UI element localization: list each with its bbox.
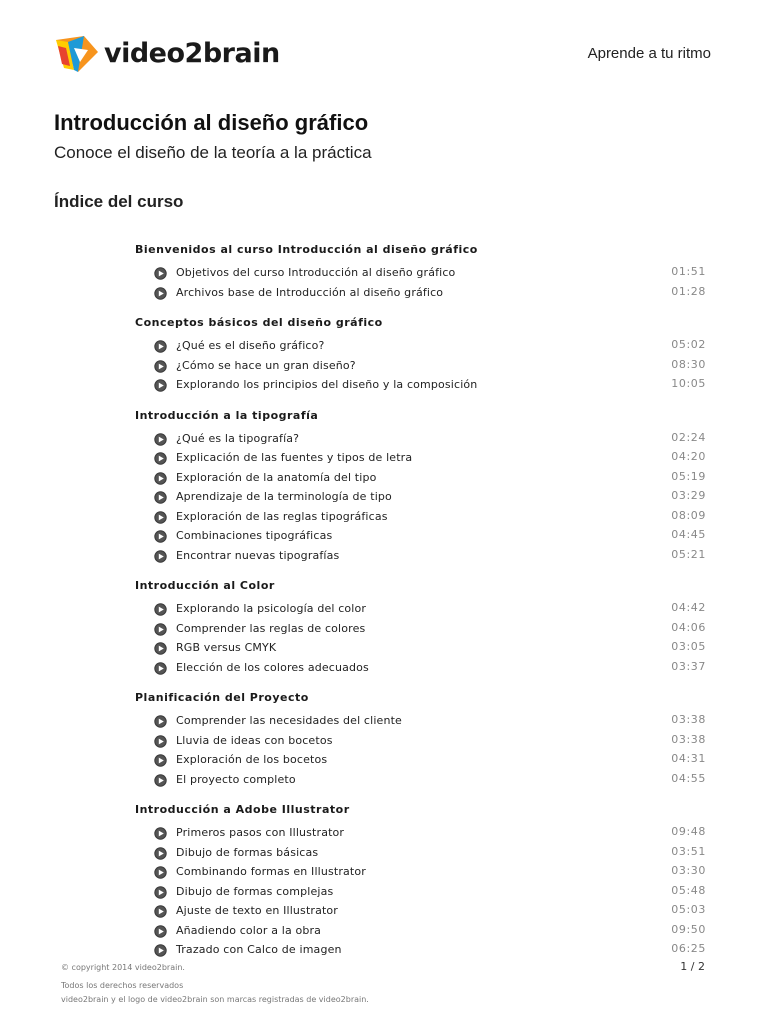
copyright: © copyright 2014 video2brain. bbox=[61, 963, 185, 972]
lesson-row[interactable] bbox=[0, 712, 768, 732]
lesson-row[interactable] bbox=[0, 844, 768, 864]
play-icon[interactable] bbox=[154, 866, 167, 879]
lesson-row[interactable] bbox=[0, 620, 768, 640]
section-title: Introducción a Adobe Illustrator bbox=[135, 803, 350, 816]
lesson-duration: 04:45 bbox=[671, 528, 706, 541]
lesson-title[interactable]: Ajuste de texto en Illustrator bbox=[176, 904, 338, 917]
lesson-title[interactable]: Explorando los principios del diseño y la composición bbox=[176, 378, 478, 391]
lesson-row[interactable] bbox=[0, 922, 768, 942]
section-title: Bienvenidos al curso Introducción al diseño gráfico bbox=[135, 243, 478, 256]
footer bbox=[0, 955, 768, 1024]
lesson-row[interactable] bbox=[0, 732, 768, 752]
section bbox=[0, 688, 768, 790]
play-icon[interactable] bbox=[154, 735, 167, 748]
lesson-row[interactable] bbox=[0, 824, 768, 844]
lesson-row[interactable] bbox=[0, 284, 768, 304]
trademark-notice: video2brain y el logo de video2brain son marcas registradas de video2brain. bbox=[61, 995, 369, 1004]
play-icon[interactable] bbox=[154, 550, 167, 563]
logo[interactable] bbox=[54, 32, 280, 74]
page-number: 1 / 2 bbox=[680, 960, 705, 973]
lesson-row[interactable] bbox=[0, 547, 768, 567]
play-icon[interactable] bbox=[154, 379, 167, 392]
section-title: Planificación del Proyecto bbox=[135, 691, 309, 704]
section bbox=[0, 800, 768, 961]
lesson-title[interactable]: Primeros pasos con Illustrator bbox=[176, 826, 345, 839]
lesson-duration: 05:02 bbox=[671, 338, 706, 351]
lesson-duration: 04:20 bbox=[671, 450, 706, 463]
lesson-duration: 05:19 bbox=[671, 469, 706, 483]
lesson-row[interactable] bbox=[0, 264, 768, 284]
lesson-duration: 03:05 bbox=[671, 640, 706, 653]
lesson-title[interactable]: ¿Qué es el diseño gráfico? bbox=[176, 339, 325, 352]
lesson-title[interactable]: Archivos base de Introducción al diseño gráfico bbox=[176, 285, 444, 299]
play-icon[interactable] bbox=[154, 472, 167, 485]
lesson-title[interactable]: Lluvia de ideas con bocetos bbox=[176, 733, 333, 747]
play-icon[interactable] bbox=[154, 491, 167, 504]
lesson-title[interactable]: Elección de los colores adecuados bbox=[176, 660, 369, 674]
lesson-title[interactable]: Aprendizaje de la terminología de tipo bbox=[176, 490, 392, 503]
lesson-title[interactable]: ¿Qué es la tipografía? bbox=[176, 431, 300, 445]
section-title: Introducción al Color bbox=[135, 579, 275, 592]
lesson-duration: 01:28 bbox=[671, 284, 706, 298]
play-icon[interactable] bbox=[154, 925, 167, 938]
lesson-row[interactable] bbox=[0, 659, 768, 679]
lesson-duration: 05:21 bbox=[671, 547, 706, 561]
lesson-title[interactable]: Comprender las necesidades del cliente bbox=[176, 714, 402, 727]
lesson-title[interactable]: Añadiendo color a la obra bbox=[176, 923, 322, 937]
lesson-title[interactable]: Exploración de la anatomía del tipo bbox=[176, 470, 377, 484]
lesson-duration: 10:05 bbox=[671, 377, 706, 390]
play-icon[interactable] bbox=[154, 511, 167, 524]
course-title: Introducción al diseño gráfico bbox=[54, 110, 369, 135]
course-subtitle: Conoce el diseño de la teoría a la práctica bbox=[54, 143, 372, 162]
course-index bbox=[0, 240, 768, 956]
lesson-duration: 01:51 bbox=[671, 265, 706, 278]
play-icon[interactable] bbox=[154, 267, 167, 280]
play-icon[interactable] bbox=[154, 715, 167, 728]
lesson-row[interactable] bbox=[0, 751, 768, 771]
play-icon[interactable] bbox=[154, 827, 167, 840]
lesson-title[interactable]: Encontrar nuevas tipografías bbox=[176, 548, 340, 562]
tagline: Aprende a tu ritmo bbox=[587, 45, 711, 62]
lesson-duration: 09:50 bbox=[671, 922, 706, 936]
play-icon[interactable] bbox=[154, 774, 167, 787]
lesson-row[interactable] bbox=[0, 337, 768, 357]
lesson-duration: 03:30 bbox=[671, 864, 706, 877]
lesson-title[interactable]: Objetivos del curso Introducción al diseño gráfico bbox=[176, 266, 456, 279]
play-icon[interactable] bbox=[154, 886, 167, 899]
play-icon[interactable] bbox=[154, 530, 167, 543]
lesson-duration: 03:37 bbox=[671, 659, 706, 673]
lesson-title[interactable]: Combinando formas en Illustrator bbox=[176, 865, 366, 878]
section-title: Introducción a la tipografía bbox=[135, 408, 319, 422]
lesson-title[interactable]: El proyecto completo bbox=[176, 772, 296, 786]
lesson-title[interactable]: Explorando la psicología del color bbox=[176, 602, 367, 615]
lesson-title[interactable]: RGB versus CMYK bbox=[176, 641, 277, 654]
video2brain-logo-icon bbox=[54, 32, 100, 74]
section bbox=[0, 406, 768, 567]
play-icon[interactable] bbox=[154, 662, 167, 675]
lesson-title[interactable]: ¿Cómo se hace un gran diseño? bbox=[176, 358, 356, 372]
lesson-duration: 02:24 bbox=[671, 430, 706, 444]
play-icon[interactable] bbox=[154, 754, 167, 767]
lesson-duration: 03:51 bbox=[671, 844, 706, 858]
lesson-row[interactable] bbox=[0, 488, 768, 508]
lesson-duration: 08:09 bbox=[671, 508, 706, 522]
lesson-duration: 05:48 bbox=[671, 883, 706, 897]
lesson-duration: 04:55 bbox=[671, 771, 706, 785]
lesson-duration: 08:30 bbox=[671, 357, 706, 371]
lesson-title[interactable]: Exploración de las reglas tipográficas bbox=[176, 509, 388, 523]
index-title: Índice del curso bbox=[54, 192, 184, 211]
lesson-title[interactable]: Explicación de las fuentes y tipos de letra bbox=[176, 451, 413, 464]
lesson-duration: 09:48 bbox=[671, 825, 706, 838]
header bbox=[0, 0, 768, 90]
play-icon[interactable] bbox=[154, 905, 167, 918]
play-icon[interactable] bbox=[154, 433, 167, 446]
lesson-row[interactable] bbox=[0, 376, 768, 396]
play-icon[interactable] bbox=[154, 623, 167, 636]
logo-text: video2brain bbox=[104, 37, 280, 69]
lesson-title[interactable]: Trazado con Calco de imagen bbox=[176, 943, 342, 956]
lesson-row[interactable] bbox=[0, 469, 768, 489]
lesson-row[interactable] bbox=[0, 527, 768, 547]
lesson-duration: 04:42 bbox=[671, 601, 706, 614]
lesson-row[interactable] bbox=[0, 600, 768, 620]
lesson-title[interactable]: Exploración de los bocetos bbox=[176, 753, 328, 766]
lesson-row[interactable] bbox=[0, 357, 768, 377]
lesson-row[interactable] bbox=[0, 883, 768, 903]
play-icon[interactable] bbox=[154, 360, 167, 373]
lesson-duration: 05:03 bbox=[671, 903, 706, 916]
section bbox=[0, 313, 768, 396]
play-icon[interactable] bbox=[154, 452, 167, 465]
lesson-duration: 03:38 bbox=[671, 713, 706, 726]
section bbox=[0, 240, 768, 303]
play-icon[interactable] bbox=[154, 847, 167, 860]
lesson-row[interactable] bbox=[0, 449, 768, 469]
lesson-title[interactable]: Combinaciones tipográficas bbox=[176, 529, 333, 542]
lesson-duration: 03:29 bbox=[671, 489, 706, 502]
lesson-row[interactable] bbox=[0, 430, 768, 450]
lesson-duration: 06:25 bbox=[671, 942, 706, 955]
lesson-row[interactable] bbox=[0, 863, 768, 883]
section-title: Conceptos básicos del diseño gráfico bbox=[135, 316, 383, 329]
section bbox=[0, 576, 768, 678]
rights-reserved: Todos los derechos reservados bbox=[61, 981, 184, 990]
lesson-title[interactable]: Comprender las reglas de colores bbox=[176, 621, 366, 635]
lesson-duration: 04:06 bbox=[671, 620, 706, 634]
lesson-title[interactable]: Dibujo de formas básicas bbox=[176, 845, 319, 859]
play-icon[interactable] bbox=[154, 642, 167, 655]
lesson-duration: 03:38 bbox=[671, 732, 706, 746]
play-icon[interactable] bbox=[154, 287, 167, 300]
lesson-row[interactable] bbox=[0, 902, 768, 922]
lesson-title[interactable]: Dibujo de formas complejas bbox=[176, 884, 334, 898]
play-icon[interactable] bbox=[154, 340, 167, 353]
lesson-row[interactable] bbox=[0, 508, 768, 528]
lesson-row[interactable] bbox=[0, 771, 768, 791]
lesson-row[interactable] bbox=[0, 639, 768, 659]
play-icon[interactable] bbox=[154, 603, 167, 616]
lesson-duration: 04:31 bbox=[671, 752, 706, 765]
